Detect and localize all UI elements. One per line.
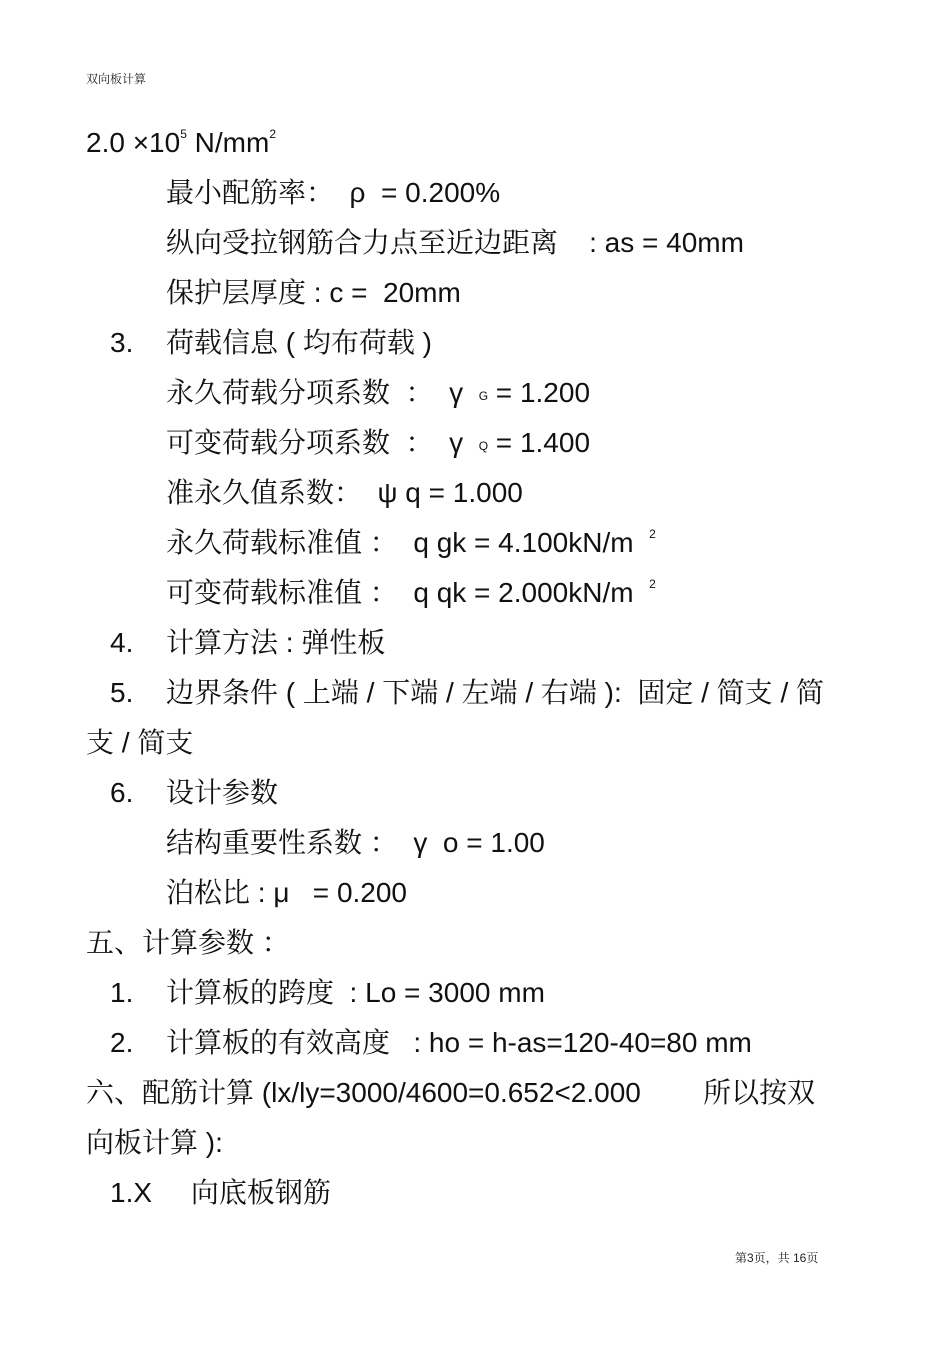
- q-qk-text: 可变荷载标准值 ： q qk = 2.000kN/m: [166, 577, 634, 608]
- calc-item-1: [110, 976, 545, 1010]
- calc-item-1-text: 计算板的跨度 : Lo = 3000 mm: [166, 977, 545, 1008]
- gamma-g-line: [166, 376, 590, 415]
- section-6-continuation: 向板计算 ):: [86, 1127, 223, 1158]
- calc-item-2: [110, 1026, 752, 1060]
- modulus-exponent: 5: [180, 127, 187, 141]
- item-5-continuation: 支 / 简支: [86, 727, 194, 758]
- gamma-q-subscript: Q: [478, 439, 489, 453]
- page-number: 第3页，共 16页: [735, 1251, 819, 1265]
- q-gk-sup: 2: [649, 527, 656, 541]
- item-4-text: 计算方法 : 弹性板: [166, 627, 386, 658]
- gamma-g-label: 永久荷载分项系数 ： γ: [166, 377, 479, 408]
- gamma-q-line: [166, 426, 590, 465]
- modulus-line: [86, 126, 276, 165]
- as-distance-line: 纵向受拉钢筋合力点至近边距离 : as = 40mm: [166, 227, 744, 258]
- modulus-unit-sup: 2: [269, 127, 277, 141]
- psi-q-line: 准永久值系数： ψ q = 1.000: [166, 477, 523, 508]
- section-5-heading: 五、计算参数 ：: [86, 927, 290, 958]
- calc-item-2-text: 计算板的有效高度 : ho = h-as=120-40=80 mm: [166, 1027, 752, 1058]
- gamma-o-line: 结构重要性系数 ： γ o = 1.00: [166, 827, 545, 858]
- calc-item-2-number: 2.: [110, 1027, 134, 1058]
- gamma-g-value: = 1.200: [488, 377, 591, 408]
- section-6-heading: 六、配筋计算 (lx/ly=3000/4600=0.652<2.000 所以按双: [86, 1077, 816, 1108]
- item-3-number: 3.: [110, 327, 134, 358]
- cover-line: 保护层厚度 : c = 20mm: [166, 277, 461, 308]
- modulus-unit: N/mm: [186, 127, 270, 158]
- item-5-number: 5.: [110, 677, 134, 708]
- item-6: [110, 776, 278, 810]
- item-5-text: 边界条件 ( 上端 / 下端 / 左端 / 右端 ): 固定 / 简支 / 简: [166, 677, 825, 708]
- q-gk-text: 永久荷载标准值 ： q gk = 4.100kN/m: [166, 527, 634, 558]
- item-3: [110, 326, 432, 360]
- item-3-text: 荷载信息 ( 均布荷载 ): [166, 327, 432, 358]
- q-qk-line: [166, 576, 656, 615]
- gamma-q-value: = 1.400: [488, 427, 591, 458]
- q-gk-line: [166, 526, 656, 565]
- subsection-1x: 1.X 向底板钢筋: [110, 1177, 331, 1208]
- item-4-number: 4.: [110, 627, 134, 658]
- calc-item-1-number: 1.: [110, 977, 134, 1008]
- modulus-value: 2.0 ×10: [86, 127, 181, 158]
- item-6-text: 设计参数: [166, 777, 279, 808]
- min-ratio-line: 最小配筋率： ρ = 0.200%: [166, 177, 501, 208]
- gamma-g-subscript: G: [478, 389, 489, 403]
- gamma-q-label: 可变荷载分项系数 ： γ: [166, 427, 479, 458]
- q-qk-sup: 2: [649, 577, 656, 591]
- item-5: [110, 676, 824, 710]
- item-4: [110, 626, 385, 660]
- poisson-line: 泊松比 : μ = 0.200: [166, 877, 408, 908]
- running-header: 双向板计算: [86, 72, 147, 86]
- item-6-number: 6.: [110, 777, 134, 808]
